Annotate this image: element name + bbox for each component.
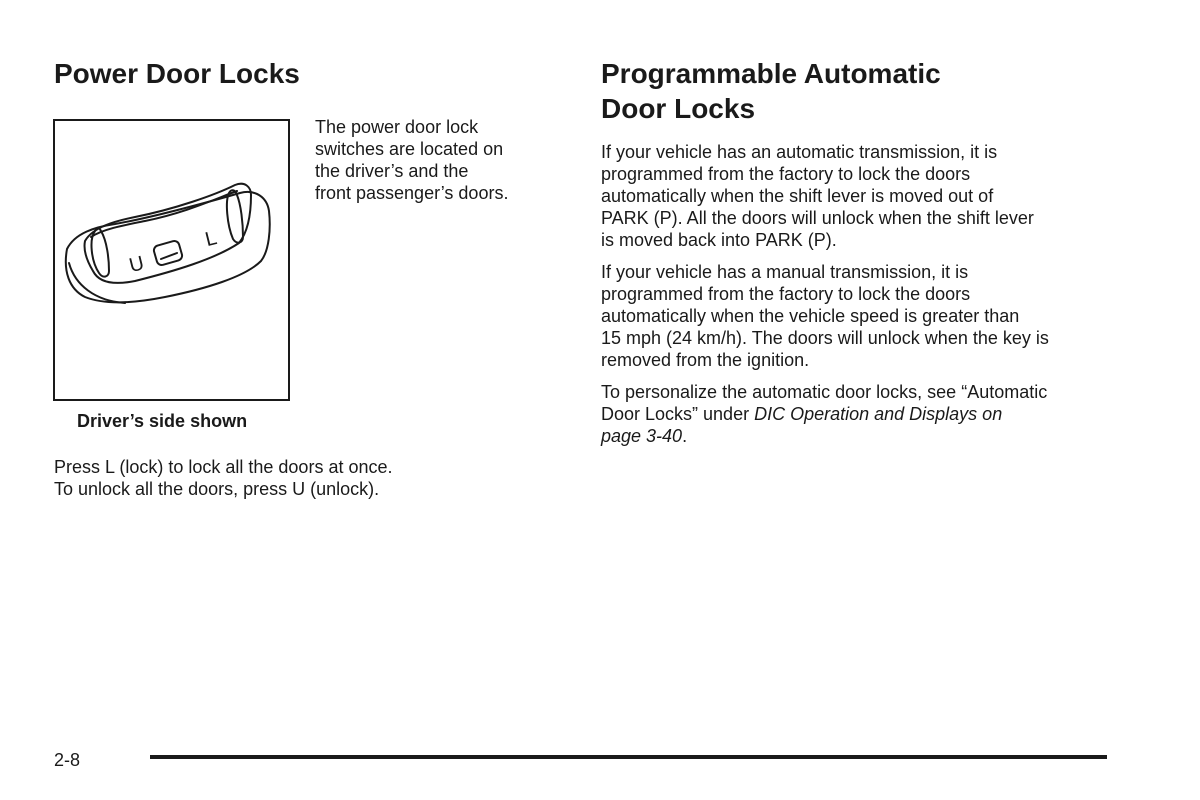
text-line — [601, 425, 1121, 447]
text-line: The power door lock — [315, 117, 479, 137]
section-title-power-door-locks: Power Door Locks — [54, 58, 300, 89]
lock-label: L — [203, 227, 220, 252]
paragraph-manual-transmission — [601, 261, 1121, 371]
text-fragment: . — [682, 426, 688, 446]
page-number: 2-8 — [54, 750, 81, 770]
text-line: is moved back into PARK (P). — [601, 230, 837, 250]
text-line: To unlock all the doors, press U (unlock). — [54, 479, 380, 499]
text-line: removed from the ignition. — [601, 350, 810, 370]
text-line: PARK (P). All the doors will unlock when the shift lever — [601, 208, 1034, 228]
door-lock-switch-icon — [55, 121, 288, 399]
programmable-locks-body — [601, 141, 1121, 457]
paragraph-personalize — [601, 381, 1121, 447]
text-line: automatically when the vehicle speed is greater than — [601, 306, 1020, 326]
text-line: To personalize the automatic door locks, see “Automatic — [601, 382, 1048, 402]
lock-instructions — [54, 456, 534, 500]
title-line: Door Locks — [601, 93, 756, 124]
cross-reference-link[interactable]: DIC Operation and Displays on — [754, 404, 1003, 424]
figure-side-text — [315, 116, 555, 204]
text-line — [601, 403, 1121, 425]
text-fragment: Door Locks” under — [601, 404, 755, 424]
text-line: front passenger’s doors. — [315, 183, 509, 203]
door-lock-switch-figure — [53, 119, 290, 401]
text-line: If your vehicle has a manual transmission, it is — [601, 262, 969, 282]
text-line: programmed from the factory to lock the doors — [601, 284, 971, 304]
cross-reference-page[interactable]: page 3-40 — [601, 426, 683, 446]
title-line: Programmable Automatic — [601, 58, 941, 89]
text-line: automatically when the shift lever is moved out of — [601, 186, 994, 206]
text-line: Press L (lock) to lock all the doors at once. — [54, 457, 393, 477]
figure-caption: Driver’s side shown — [77, 411, 248, 431]
footer-rule — [150, 755, 1107, 759]
text-line: switches are located on — [315, 139, 504, 159]
text-line: 15 mph (24 km/h). The doors will unlock when the key is — [601, 328, 1049, 348]
paragraph-automatic-transmission — [601, 141, 1121, 251]
text-line: the driver’s and the — [315, 161, 469, 181]
unlock-label: U — [127, 252, 147, 278]
text-line: programmed from the factory to lock the doors — [601, 164, 971, 184]
text-line: If your vehicle has an automatic transmission, it is — [601, 142, 998, 162]
section-title-programmable-locks — [601, 56, 1061, 126]
